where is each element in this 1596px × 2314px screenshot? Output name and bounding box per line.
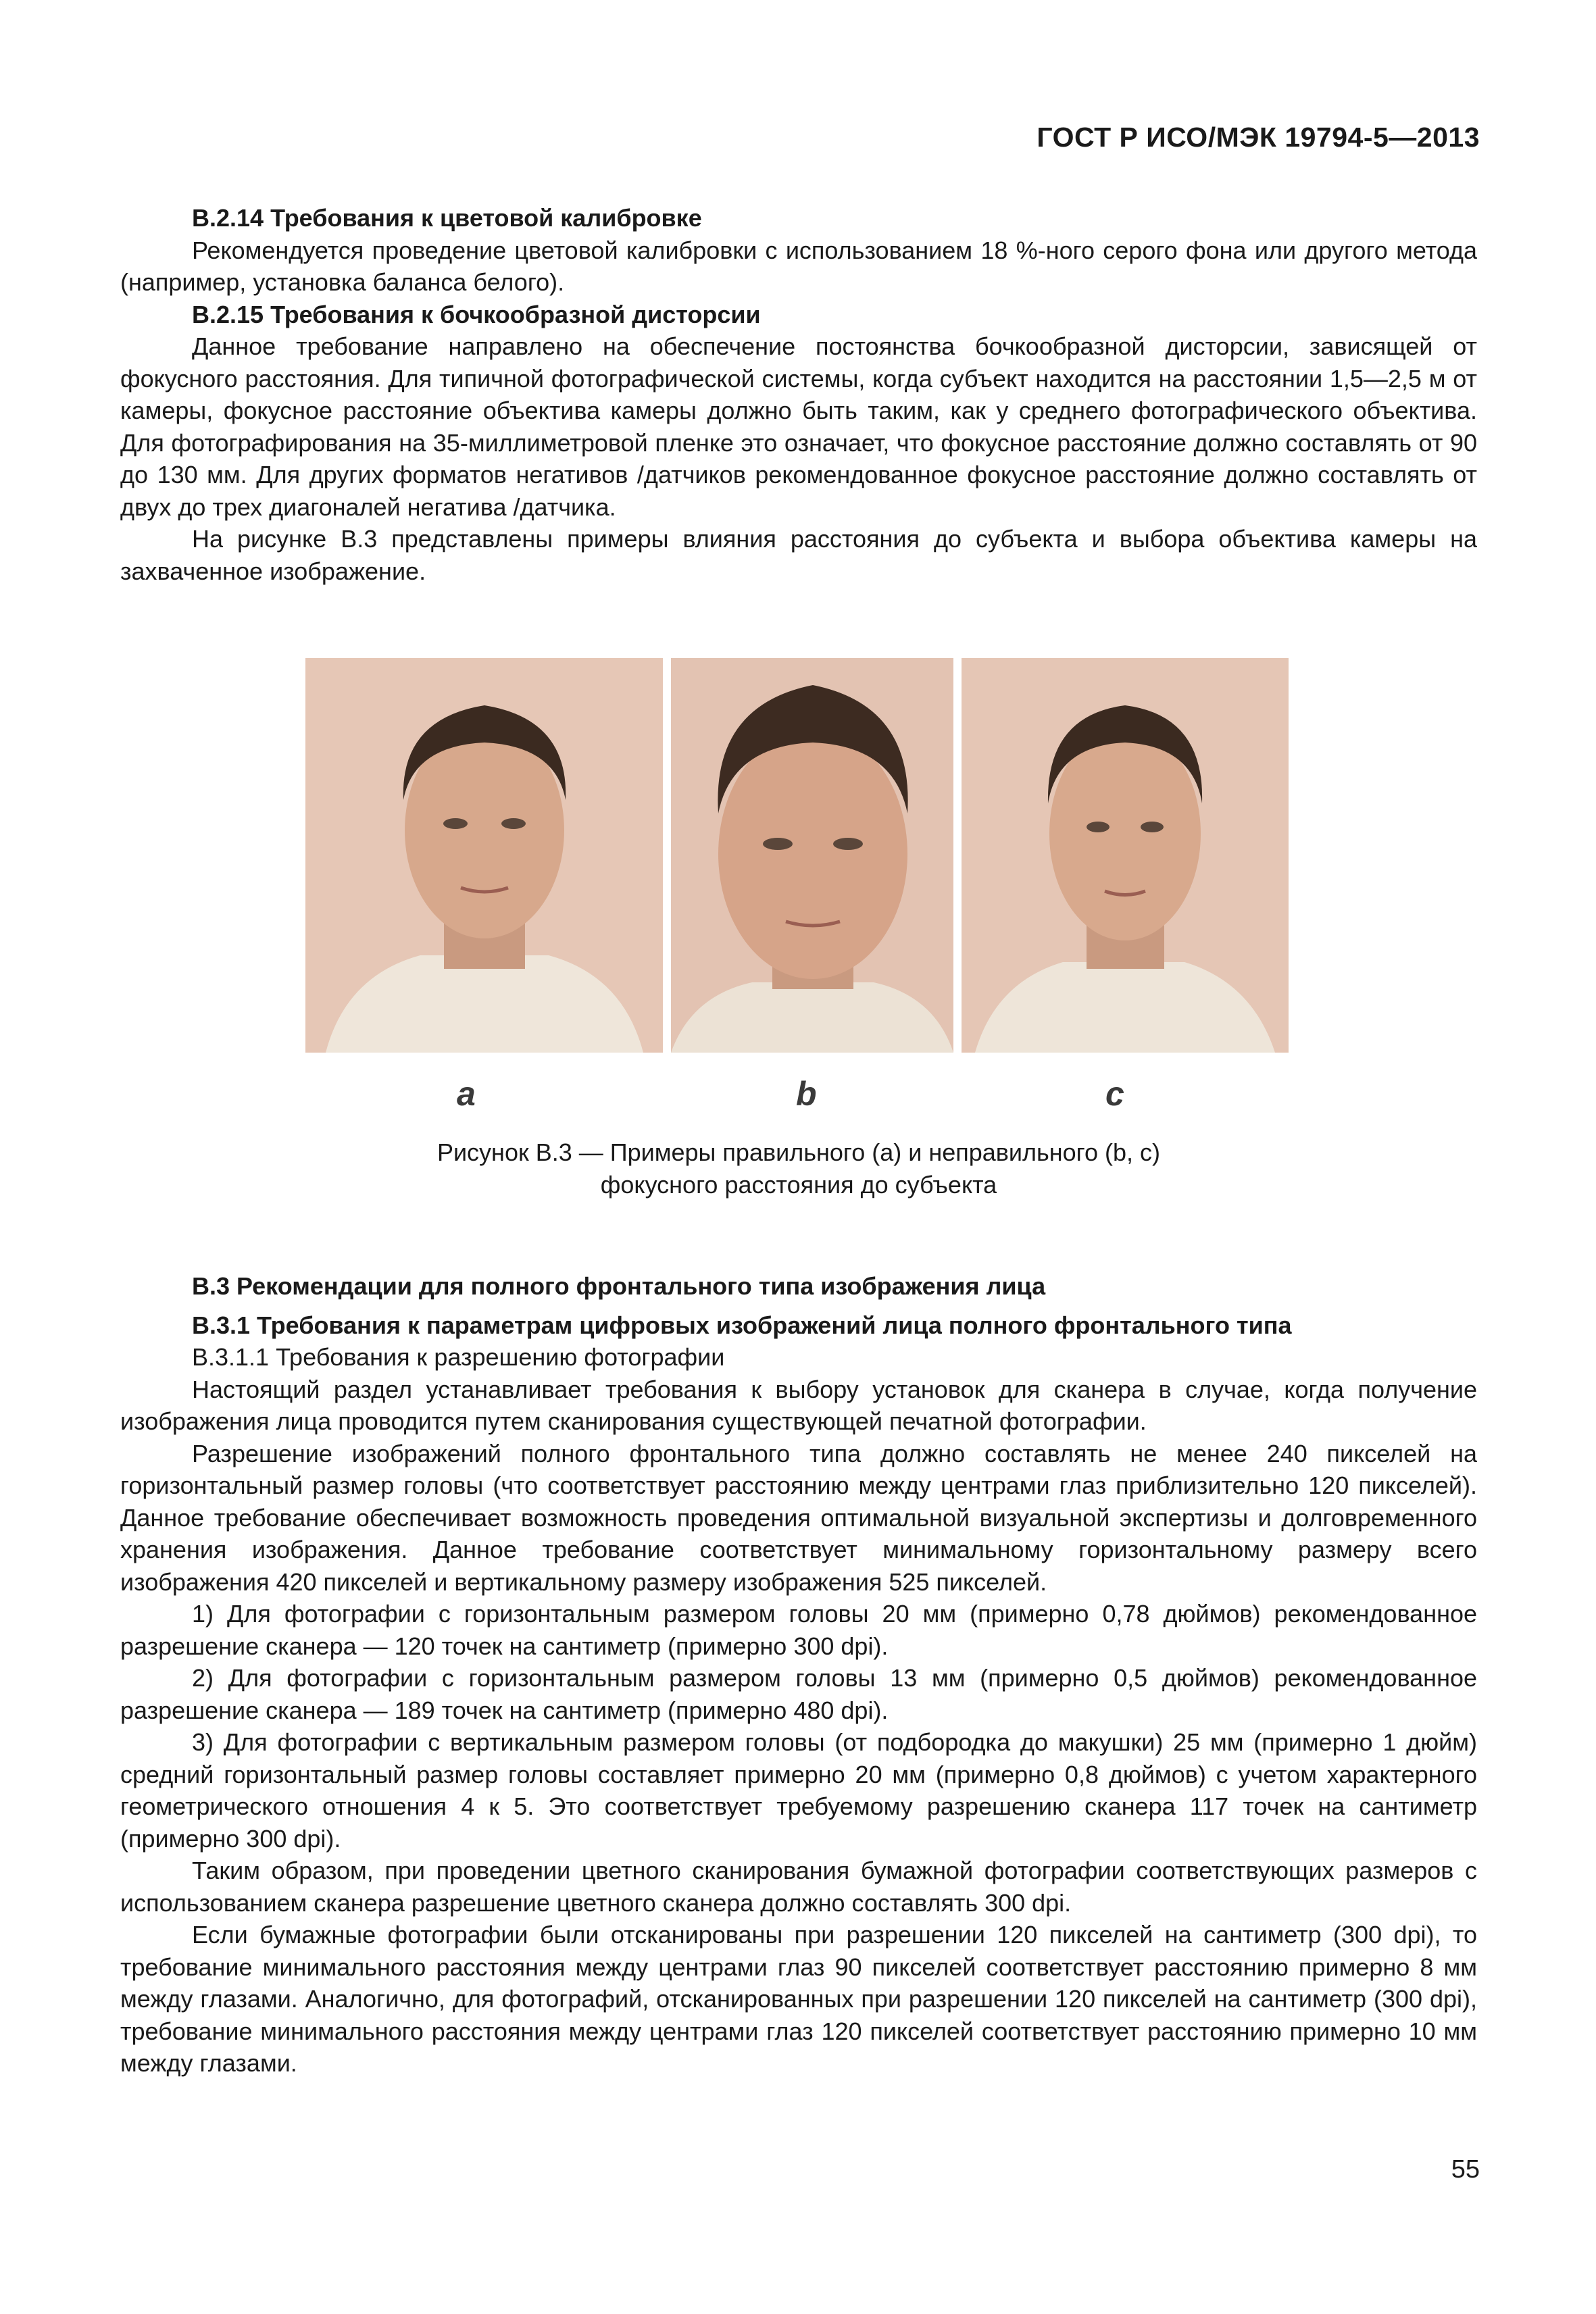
paragraph: Разрешение изображений полного фронтального типа должно составлять не менее 240 пикселей на горизонтальный размер головы (что соответствует расстоянию между центрами глаз приблизительно 120 пикселей). Данное требование обеспечивает возможность проведения оптимальной визуальной экспертизы и долговременного хранения изображения. Данное требование соответствует минимальному горизонтальному размеру всего изображения 420 пикселей и вертикальному размеру изображения 525 пикселей.	[120, 1439, 1477, 1596]
document-header: ГОСТ Р ИСО/МЭК 19794-5—2013	[1037, 122, 1480, 153]
face-photo-b	[671, 658, 953, 1053]
paragraph: Данное требование направлено на обеспечение постоянства бочкообразной дисторсии, зависящей от фокусного расстояния. Для типичной фотографической системы, когда субъект находится на расстоянии 1,5—2,5 м от камеры, фокусное расстояние объектива камеры должно быть таким, как у среднего фотографического объектива. Для фотографирования на 35-миллиметровой пленке это означает, что фокусное расстояние должно составлять от 90 до 130 мм. Для других форматов негативов /датчиков рекомендованное фокусное расстояние должно составлять от двух до трех диагоналей негатива /датчика.	[120, 332, 1477, 521]
paragraph: На рисунке В.3 представлены примеры влияния расстояния до субъекта и выбора объектива камеры на захваченное изображение.	[120, 525, 1477, 585]
subheading-b3-1-1: В.3.1.1 Требования к разрешению фотографии	[192, 1343, 725, 1371]
figure-caption-line1: Рисунок В.3 — Примеры правильного (a) и неправильного (b, c)	[437, 1138, 1161, 1166]
figure-b3-photos	[305, 658, 1288, 1053]
paragraph: Настоящий раздел устанавливает требования к выбору установок для сканера в случае, когда получение изображения лица проводится путем сканирования существующей печатной фотографии.	[120, 1375, 1477, 1435]
page-number: 55	[1451, 2155, 1480, 2184]
photo-label-a: a	[457, 1075, 476, 1113]
section-b2-text	[120, 202, 1477, 587]
photo-label-c: c	[1105, 1075, 1124, 1113]
heading-b3: В.3 Рекомендации для полного фронтального типа изображения лица	[192, 1272, 1046, 1300]
paragraph: 3) Для фотографии с вертикальным размером головы (от подбородка до макушки) 25 мм (примерно 1 дюйм) средний горизонтальный размер головы составляет примерно 20 мм (примерно 0,8 дюймов) с учетом характерного геометрического отношения 4 к 5. Это соответствует требуемому разрешению сканера 117 точек на сантиметр (примерно 300 dpi).	[120, 1728, 1477, 1853]
paragraph: 1) Для фотографии с горизонтальным размером головы 20 мм (примерно 0,78 дюймов) рекомендованное разрешение сканера — 120 точек на сантиметр (примерно 300 dpi).	[120, 1600, 1477, 1660]
section-b3-text	[120, 1270, 1477, 2080]
figure-caption-line2: фокусного расстояния до субъекта	[600, 1171, 997, 1199]
photo-label-b: b	[796, 1075, 817, 1113]
face-photo-c	[962, 658, 1289, 1053]
figure-caption	[120, 1136, 1477, 1201]
heading-b2-15: В.2.15 Требования к бочкообразной дисторсии	[192, 300, 761, 328]
heading-b2-14: В.2.14 Требования к цветовой калибровке	[192, 204, 702, 232]
paragraph: Если бумажные фотографии были отсканированы при разрешении 120 пикселей на сантиметр (300 dpi), то требование минимального расстояния между центрами глаз 90 пикселей соответствует расстоянию примерно 8 мм между глазами. Аналогично, для фотографий, отсканированных при разрешении 120 пикселей на сантиметр (300 dpi), требование минимального расстояния между центрами глаз 120 пикселей соответствует расстоянию примерно 10 мм между глазами.	[120, 1921, 1477, 2077]
face-photo-a	[305, 658, 663, 1053]
paragraph: Таким образом, при проведении цветного сканирования бумажной фотографии соответствующих размеров с использованием сканера разрешение цветного сканера должно составлять 300 dpi.	[120, 1857, 1477, 1917]
paragraph: Рекомендуется проведение цветовой калибровки с использованием 18 %-ного серого фона или другого метода (например, установка баланса белого).	[120, 236, 1477, 296]
heading-b3-1: В.3.1 Требования к параметрам цифровых изображений лица полного фронтального типа	[192, 1311, 1292, 1339]
paragraph: 2) Для фотографии с горизонтальным размером головы 13 мм (примерно 0,5 дюймов) рекомендованное разрешение сканера — 189 точек на сантиметр (примерно 480 dpi).	[120, 1664, 1477, 1724]
